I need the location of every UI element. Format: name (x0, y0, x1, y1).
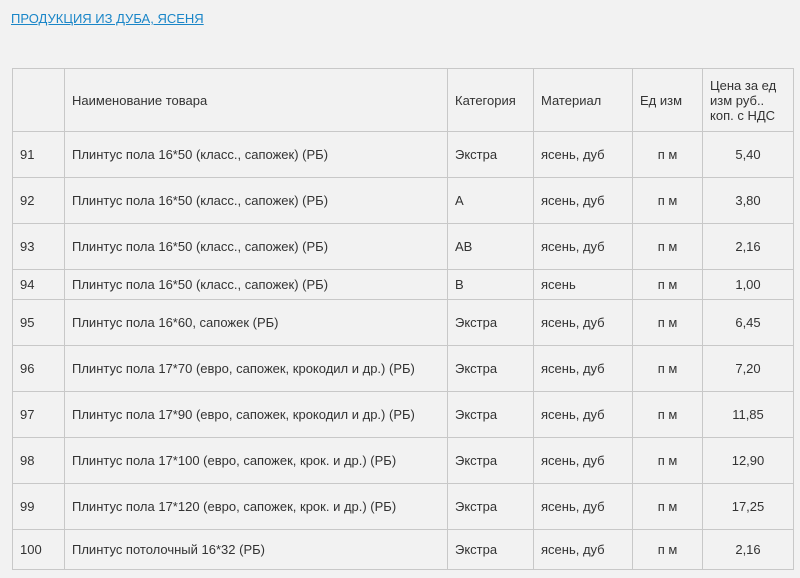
cell-name: Плинтус пола 17*120 (евро, сапожек, крок. и др.) (РБ) (65, 484, 448, 530)
cell-unit: п м (633, 270, 703, 300)
cell-material: ясень, дуб (534, 438, 633, 484)
cell-category: В (448, 270, 534, 300)
cell-unit: п м (633, 224, 703, 270)
cell-num: 96 (13, 346, 65, 392)
cell-category: Экстра (448, 132, 534, 178)
cell-num: 93 (13, 224, 65, 270)
col-header-category: Категория (448, 69, 534, 132)
table-row (13, 392, 794, 438)
table-row (13, 346, 794, 392)
col-header-material: Материал (534, 69, 633, 132)
cell-category: АВ (448, 224, 534, 270)
table-row (13, 132, 794, 178)
cell-price: 17,25 (703, 484, 794, 530)
cell-name: Плинтус пола 17*100 (евро, сапожек, крок. и др.) (РБ) (65, 438, 448, 484)
cell-category: Экстра (448, 392, 534, 438)
col-header-name: Наименование товара (65, 69, 448, 132)
cell-price: 2,16 (703, 530, 794, 570)
cell-unit: п м (633, 300, 703, 346)
cell-unit: п м (633, 346, 703, 392)
cell-price: 11,85 (703, 392, 794, 438)
table-header-row (13, 69, 794, 132)
price-table (12, 68, 794, 570)
cell-num: 92 (13, 178, 65, 224)
col-header-price: Цена за ед изм руб.. коп. с НДС (703, 69, 794, 132)
cell-material: ясень, дуб (534, 530, 633, 570)
cell-category: Экстра (448, 438, 534, 484)
cell-material: ясень, дуб (534, 392, 633, 438)
table-row (13, 484, 794, 530)
cell-unit: п м (633, 438, 703, 484)
cell-num: 95 (13, 300, 65, 346)
table-row (13, 178, 794, 224)
cell-price: 1,00 (703, 270, 794, 300)
cell-material: ясень, дуб (534, 346, 633, 392)
cell-price: 12,90 (703, 438, 794, 484)
cell-unit: п м (633, 392, 703, 438)
cell-num: 98 (13, 438, 65, 484)
cell-name: Плинтус пола 17*90 (евро, сапожек, крокодил и др.) (РБ) (65, 392, 448, 438)
cell-category: Экстра (448, 346, 534, 392)
cell-material: ясень (534, 270, 633, 300)
cell-num: 97 (13, 392, 65, 438)
cell-material: ясень, дуб (534, 132, 633, 178)
cell-unit: п м (633, 484, 703, 530)
table-row (13, 224, 794, 270)
cell-unit: п м (633, 530, 703, 570)
cell-price: 3,80 (703, 178, 794, 224)
table-row (13, 270, 794, 300)
cell-name: Плинтус пола 16*50 (класс., сапожек) (РБ) (65, 270, 448, 300)
cell-category: Экстра (448, 530, 534, 570)
cell-material: ясень, дуб (534, 300, 633, 346)
cell-name: Плинтус пола 16*50 (класс., сапожек) (РБ) (65, 224, 448, 270)
table-row (13, 530, 794, 570)
cell-price: 6,45 (703, 300, 794, 346)
cell-category: Экстра (448, 484, 534, 530)
category-link[interactable]: ПРОДУКЦИЯ ИЗ ДУБА, ЯСЕНЯ (11, 11, 204, 26)
cell-category: А (448, 178, 534, 224)
cell-name: Плинтус пола 17*70 (евро, сапожек, крокодил и др.) (РБ) (65, 346, 448, 392)
cell-material: ясень, дуб (534, 484, 633, 530)
cell-unit: п м (633, 178, 703, 224)
cell-material: ясень, дуб (534, 224, 633, 270)
cell-num: 91 (13, 132, 65, 178)
cell-num: 100 (13, 530, 65, 570)
cell-price: 5,40 (703, 132, 794, 178)
cell-name: Плинтус пола 16*50 (класс., сапожек) (РБ) (65, 178, 448, 224)
col-header-unit: Ед изм (633, 69, 703, 132)
cell-name: Плинтус пола 16*50 (класс., сапожек) (РБ) (65, 132, 448, 178)
cell-name: Плинтус пола 16*60, сапожек (РБ) (65, 300, 448, 346)
cell-name: Плинтус потолочный 16*32 (РБ) (65, 530, 448, 570)
cell-material: ясень, дуб (534, 178, 633, 224)
table-row (13, 300, 794, 346)
cell-num: 94 (13, 270, 65, 300)
col-header-num (13, 69, 65, 132)
cell-price: 2,16 (703, 224, 794, 270)
cell-category: Экстра (448, 300, 534, 346)
table-row (13, 438, 794, 484)
cell-num: 99 (13, 484, 65, 530)
cell-price: 7,20 (703, 346, 794, 392)
cell-unit: п м (633, 132, 703, 178)
